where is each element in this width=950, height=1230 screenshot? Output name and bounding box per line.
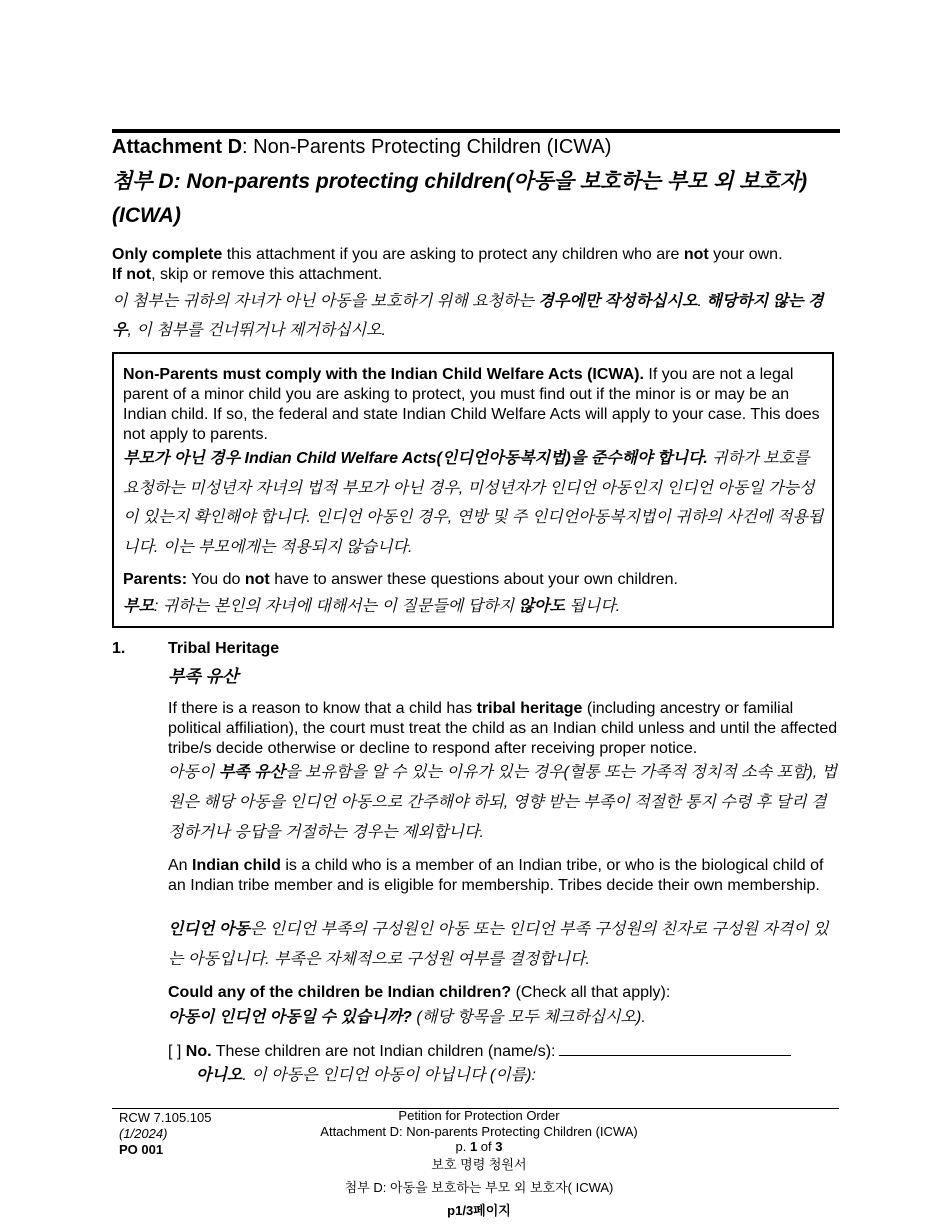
indian-children-question: Could any of the children be Indian children? (Check all that apply): <box>168 984 671 1001</box>
indian-child-definition: An Indian child is a child who is a member of an Indian tribe, or who is the biological child of an Indian tribe member and is eligible for membership. Tribes decide their own membership. <box>168 857 824 894</box>
section-title: Tribal Heritage <box>168 640 280 657</box>
option-no-korean: 아니오. 이 아동은 인디언 아동이 아닙니다 (이름): <box>196 1067 536 1084</box>
section-title-korean: 부족 유산 <box>168 667 239 686</box>
section-number: 1. <box>112 640 126 657</box>
icwa-notice-text: Non-Parents must comply with the Indian Child Welfare Acts (ICWA). If you are not a legal parent of a minor child you are asking to protect, you must find out if the minor is or may be an Indian child. If so, the federal and state Indian Child Welfare Acts will apply to your case. This does not apply to parents. <box>123 366 820 443</box>
footer-date: (1/2024) <box>119 1126 168 1141</box>
indian-children-question-korean: 아동이 인디언 아동일 수 있습니까? (해당 항목을 모두 체크하십시오). <box>168 1009 646 1026</box>
parents-note: Parents: You do not have to answer these questions about your own children. <box>123 571 678 588</box>
footer-form-info <box>119 1110 212 1158</box>
intro-text-korean: 이 첨부는 귀하의 자녀가 아닌 아동을 보호하기 위해 요청하는 경우에만 작성하십시오. 해당하지 않는 경우, 이 첨부를 건너뛰거나 제거하십시오. <box>112 293 824 339</box>
footer-title <box>270 1108 688 1155</box>
page-title-korean: 첨부 D: Non-parents protecting children(아동을 보호하는 부모 외 보호자)(ICWA) <box>112 170 808 227</box>
footer-title-korean <box>270 1153 688 1222</box>
footer-page-number-korean: p1/3페이지 <box>447 1203 511 1218</box>
footer-title-ko-line1: 보호 명령 청원서 <box>431 1157 527 1172</box>
intro-text: Only complete this attachment if you are asking to protect any children who are not your own. If not, skip or remove this attachment. <box>112 246 783 283</box>
footer-page-number: p. 1 of 3 <box>455 1139 503 1154</box>
top-rule <box>112 129 840 133</box>
page-title: Attachment D: Non-Parents Protecting Children (ICWA) <box>112 136 612 158</box>
names-blank-field[interactable] <box>559 1041 791 1056</box>
option-no: [ ] No. These children are not Indian children (name/s): <box>168 1041 838 1062</box>
footer-title-line1: Petition for Protection Order <box>398 1108 560 1123</box>
icwa-notice-text-korean: 부모가 아닌 경우 Indian Child Welfare Acts(인디언아동복지법)을 준수해야 합니다. 귀하가 보호를 요청하는 미성년자 자녀의 법적 부모가 아닌 경우, 미성년자가 인디언 아동인지 인디언 아동일 가능성이 있는지 확인해야 합니다. 인디언 아동인 경우, 연방 및 주 인디언아동복지법이 귀하의 사건에 적용됩니다. 이는 부모에게는 적용되지 않습니다. <box>123 450 824 556</box>
footer-title-line2: Attachment D: Non-parents Protecting Children (ICWA) <box>320 1123 638 1139</box>
tribal-heritage-paragraph: If there is a reason to know that a child has tribal heritage (including ancestry or familial political affiliation), the court must treat the child as an Indian child unless and until the affected tribe/s decide otherwise or decline to respond after receiving proper notice. <box>168 700 838 757</box>
footer-rcw: RCW 7.105.105 <box>119 1110 212 1125</box>
parents-note-korean: 부모: 귀하는 본인의 자녀에 대해서는 이 질문들에 답하지 않아도 됩니다. <box>123 598 621 615</box>
indian-child-definition-korean: 인디언 아동은 인디언 부족의 구성원인 아동 또는 인디언 부족 구성원의 친자로 구성원 자격이 있는 아동입니다. 부족은 자체적으로 구성원 여부를 결정합니다. <box>168 921 829 968</box>
icwa-notice-box <box>112 352 834 628</box>
tribal-heritage-paragraph-korean: 아동이 부족 유산을 보유함을 알 수 있는 이유가 있는 경우(혈통 또는 가족적 정치적 소속 포함), 법원은 해당 아동을 인디언 아동으로 간주해야 하되, 영향 받는 부족이 적절한 통지 수령 후 달리 결정하거나 응답을 거절하는 경우는 제외합니다. <box>168 764 838 841</box>
footer-form-number: PO 001 <box>119 1142 164 1157</box>
option-no-checkbox[interactable]: [ ] <box>168 1043 182 1060</box>
footer-title-ko-line2: 첨부 D: 아동을 보호하는 부모 외 보호자( ICWA) <box>344 1180 614 1195</box>
